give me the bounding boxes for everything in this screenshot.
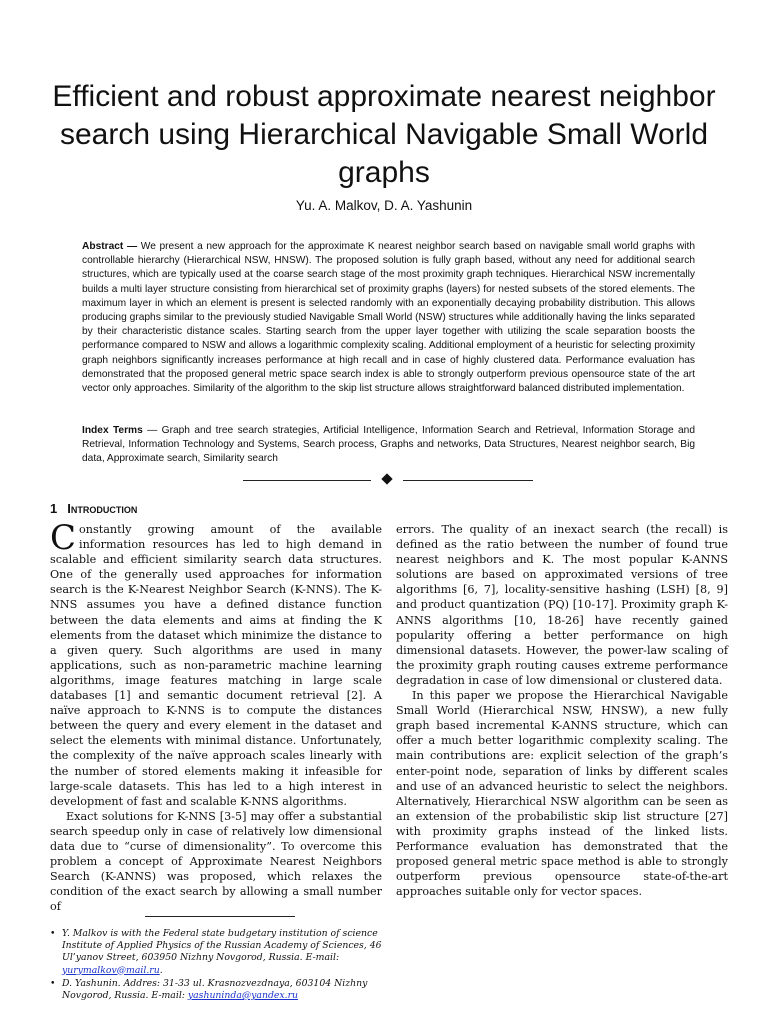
divider-line-right [403, 480, 533, 481]
abstract-text: We present a new approach for the approximate K nearest neighbor search based on navigable small world graphs with controllable hierarchy (Hierarchical NSW, HNSW). The proposed solution is fully graph based, without any need for additional search structures, which are typically used at the coarse search stage of the most proximity graph techniques. Hierarchical NSW incrementally builds a multi layer structure consisting from hierarchical set of proximity graphs (layers) for nested subsets of the stored elements. The maximum layer in which an element is present is selected randomly with an exponentially decaying probability distribution. This allows producing graphs similar to the previously studied Navigable Small World (NSW) structures while additionally having the links separated by their characteristic distance scales. Starting search from the upper layer together with utilizing the scale separation boosts the performance compared to NSW and allows a logarithmic complexity scaling. Additional employment of a heuristic for selecting proximity graph neighbors significantly increases performance at high recall and in case of highly clustered data. Performance evaluation has demonstrated that the proposed general metric space search index is able to strongly outperform previous opensource state of the art vector only approaches. Similarity of the algorithm to the skip list structure allows straightforward balanced distributed implementation. [82, 241, 695, 395]
bullet-icon: • [50, 928, 56, 939]
index-terms-text: — Graph and tree search strategies, Artificial Intelligence, Information Search and Retrieval, Information Storage and Retrieval, Information Technology and Systems, Search process, Graphs and networks, Data Structures, Nearest neighbor search, Big data, Approximate search, Similarity search [82, 425, 695, 465]
footnote-rule [145, 916, 295, 917]
section-heading [50, 501, 137, 516]
body-column-left [50, 518, 382, 914]
paper-title: Efficient and robust approximate nearest neighbor search using Hierarchical Navigable Small World graphs [52, 80, 716, 189]
footnote-text: Y. Malkov is with the Federal state budgetary institution of science Institute of Applied Physics of the Russian Academy of Sciences, 46 Ul’yanov Street, 603950 Nizhny Novgorod, Russia. E-mail: [62, 928, 382, 964]
footnote-item [50, 928, 390, 977]
index-terms-label: Index Terms [82, 425, 143, 436]
abstract-label: Abstract — [82, 241, 138, 252]
body-paragraph: Exact solutions for K-NNS [3-5] may offer a substantial search speedup only in case of relatively low dimensional data due to “curse of dimensionality”. To overcome this problem a concept of Approximate Nearest Neighbors Search (K-ANNS) was proposed, which relaxes the condition of the exact search by allowing a small number of [50, 809, 382, 914]
email-link[interactable]: yurymalkov@mail.ru [62, 964, 160, 976]
divider-line-left [243, 480, 371, 481]
section-divider [243, 473, 533, 487]
paragraph-text: onstantly growing amount of the available information resources has led to high demand in scalable and efficient similarity search data structures. One of the generally used approaches for information search is the K-Nearest Neighbor Search (K-NNS). The K-NNS assumes you have a defined distance function between the data elements and aims at finding the K elements from the dataset which minimize the distance to a given query. Such algorithms are used in many applications, such as non-parametric machine learning algorithms, image features matching in large scale databases [1] and semantic document retrieval [2]. A naïve approach to K-NNS is to compute the distances between the query and every element in the dataset and select the elements with minimal distance. Unfortunately, the complexity of the naïve approach scales linearly with the number of stored elements making it infeasible for large-scale datasets. This has led to a high interest in development of fast and scalable K-NNS algorithms. [50, 523, 382, 808]
body-column-right [396, 522, 728, 899]
footnote-tail: . [159, 964, 163, 976]
paper-authors: Yu. A. Malkov, D. A. Yashunin [295, 198, 473, 213]
body-paragraph: In this paper we propose the Hierarchical Navigable Small World (Hierarchical NSW, HNSW), a new fully graph based incremental K-ANNS structure, which can offer a much better logarithmic complexity scaling. The main contributions are: explicit selection of the graph’s enter-point node, separation of links by different scales and use of an advanced heuristic to select the neighbors. Alternatively, Hierarchical NSW algorithm can be seen as an extension of the probabilistic skip list structure [27] with proximity graphs instead of the linked lists. Performance evaluation has demonstrated that the proposed general metric space method is able to strongly outperform previous opensource state-of-the-art approaches suitable only for vector spaces. [396, 689, 728, 899]
body-paragraph [50, 518, 382, 809]
bullet-icon: • [50, 977, 56, 989]
drop-cap: C [50, 518, 77, 558]
section-title: Introduction [67, 501, 138, 516]
body-paragraph: errors. The quality of an inexact search (the recall) is defined as the ratio between the number of found true nearest neighbors and K. The most popular K-ANNS solutions are based on approximated versions of tree algorithms [6, 7], locality-sensitive hashing (LSH) [8, 9] and product quantization (PQ) [10-17]. Proximity graph K-ANNS algorithms [10, 18-26] have recently gained popularity offering a better performance on high dimensional datasets. However, the power-law scaling of the proximity graph routing causes extreme performance degradation in case of low dimensional or clustered data. [396, 523, 728, 687]
footnote-text: D. Yashunin. Addres: 31-33 ul. Krasnozvezdnaya, 603104 Nizhny Novgorod, Russia. E-mail: [62, 977, 368, 1002]
diamond-ornament-icon [381, 473, 392, 484]
section-number: 1 [50, 501, 58, 516]
footnotes [50, 928, 390, 1003]
email-link[interactable]: yashuninda@yandex.ru [187, 990, 299, 1002]
abstract [82, 240, 695, 396]
index-terms [82, 424, 695, 467]
footnote-item [50, 978, 390, 1002]
